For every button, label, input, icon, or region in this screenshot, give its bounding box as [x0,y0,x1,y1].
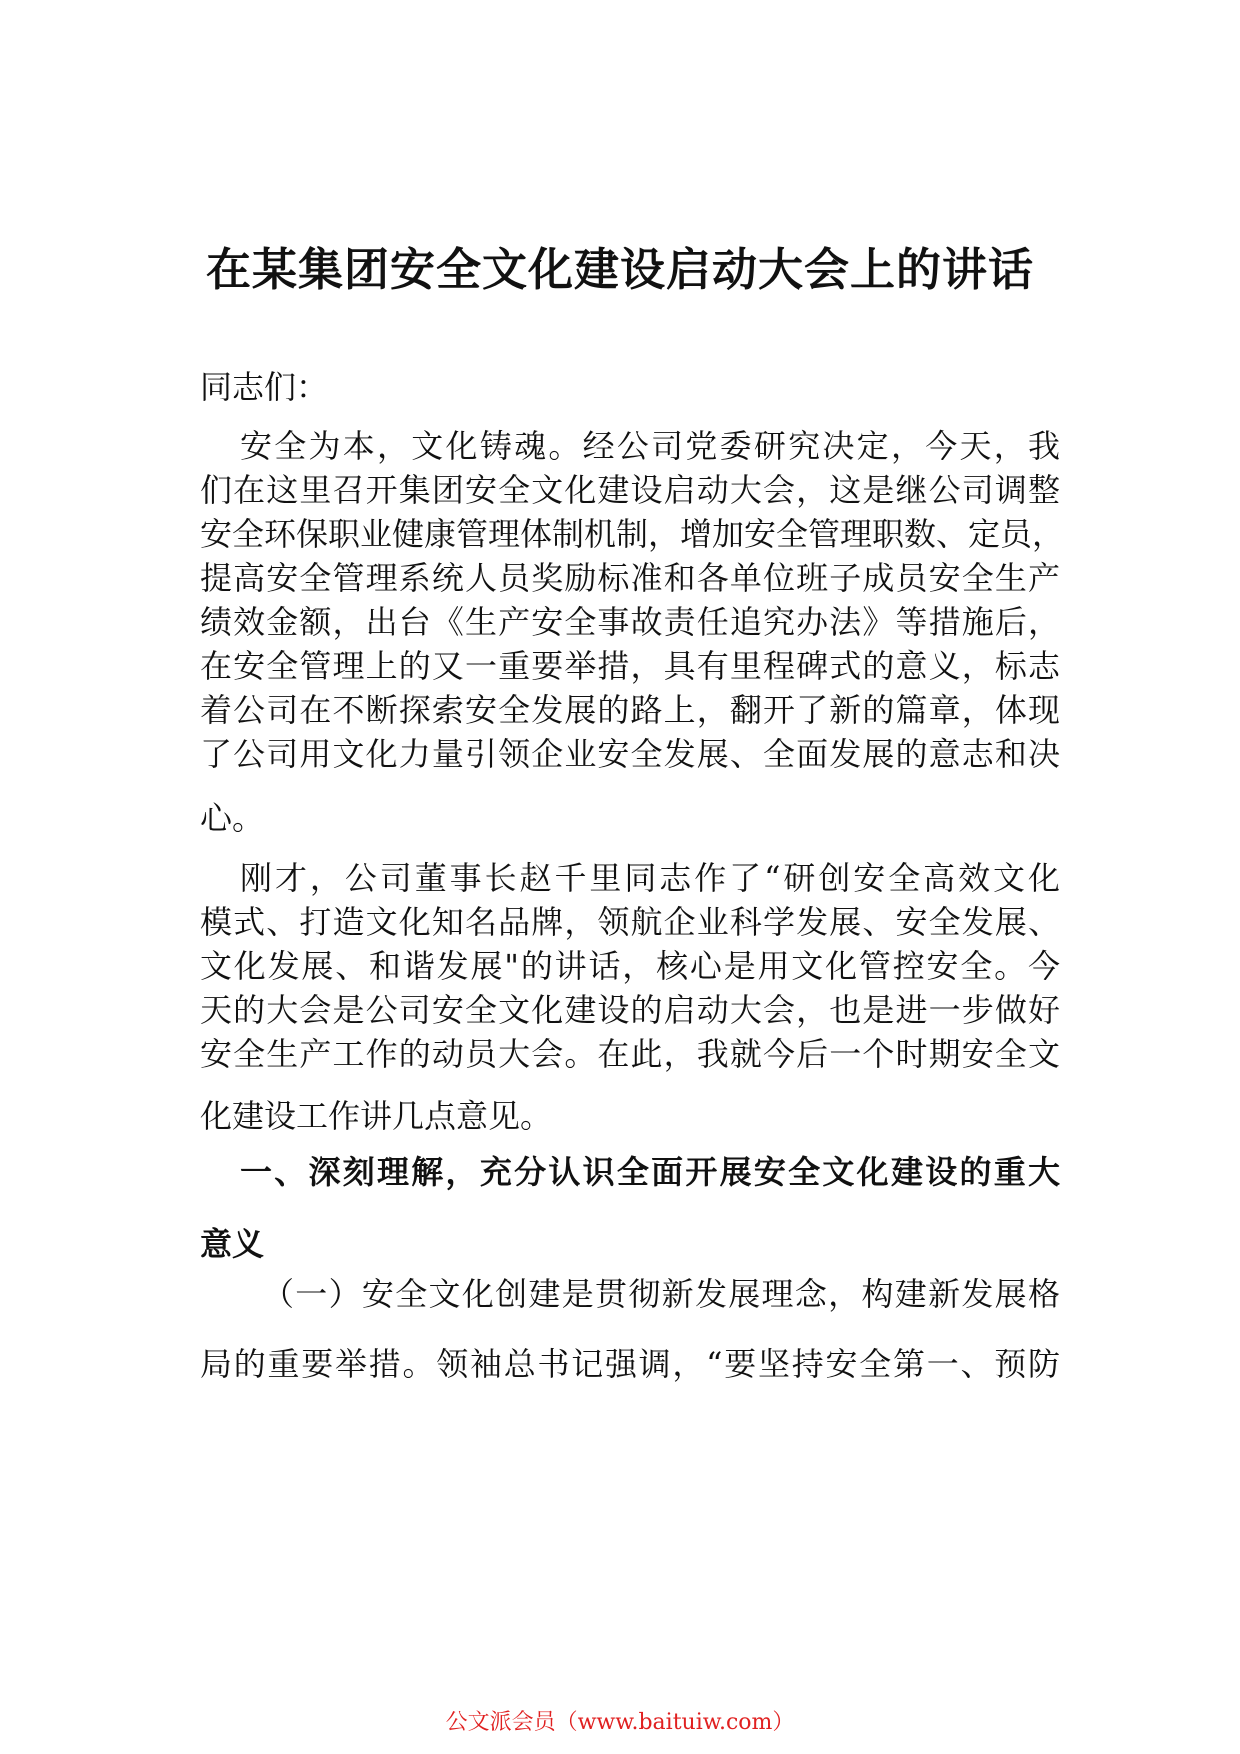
paragraph-3-line: （一）安全文化创建是贯彻新发展理念，构建新发展格 [262,1275,1060,1313]
paragraph-1-line: 在安全管理上的又一重要举措，具有里程碑式的意义，标志 [200,647,1060,685]
paragraph-1-line: 们在这里召开集团安全文化建设启动大会，这是继公司调整 [200,471,1060,509]
paragraph-1-line: 绩效金额，出台《生产安全事故责任追究办法》等措施后， [200,603,1060,641]
page-title: 在某集团安全文化建设启动大会上的讲话 [205,243,1034,296]
paragraph-2-line: 文化发展、和谐发展"的讲话，核心是用文化管控安全。今 [200,947,1060,985]
footer-watermark: 公文派会员（www.baituiw.com） [445,1710,795,1735]
paragraph-1-line: 安全为本，文化铸魂。经公司党委研究决定，今天，我 [240,427,1060,465]
section-heading: 一、深刻理解，充分认识全面开展安全文化建设的重大 [240,1153,1060,1191]
salutation: 同志们： [200,368,329,406]
paragraph-1-line: 提高安全管理系统人员奖励标准和各单位班子成员安全生产 [200,559,1060,597]
paragraph-1-line: 了公司用文化力量引领企业安全发展、全面发展的意志和决 [200,735,1060,773]
paragraph-2-line: 模式、打造文化知名品牌，领航企业科学发展、安全发展、 [200,903,1060,941]
paragraph-2-line: 安全生产工作的动员大会。在此，我就今后一个时期安全文 [200,1035,1060,1073]
paragraph-1-line: 心。 [200,799,265,837]
paragraph-1-line: 安全环保职业健康管理体制机制，增加安全管理职数、定员， [200,515,1065,553]
paragraph-2-line: 刚才，公司董事长赵千里同志作了“研创安全高效文化 [240,859,1060,897]
section-heading: 意义 [200,1225,265,1263]
paragraph-2-line: 化建设工作讲几点意见。 [200,1097,553,1135]
paragraph-2-line: 天的大会是公司安全文化建设的启动大会，也是进一步做好 [200,991,1060,1029]
paragraph-1-line: 着公司在不断探索安全发展的路上，翻开了新的篇章，体现 [200,691,1060,729]
paragraph-3-line: 局的重要举措。领袖总书记强调，“要坚持安全第一、预防 [200,1345,1060,1383]
